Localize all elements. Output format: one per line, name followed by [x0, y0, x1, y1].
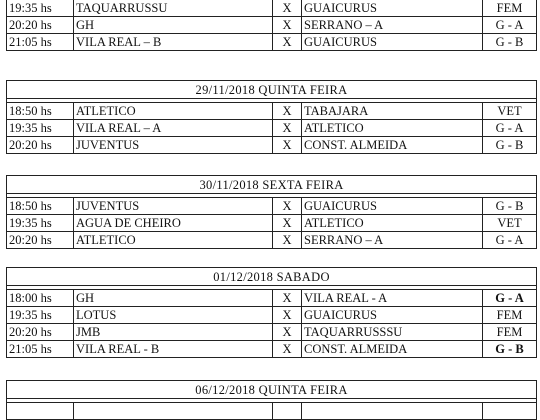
home-team: VILA REAL – B: [74, 34, 273, 51]
game-row: [7, 341, 537, 358]
game-row: [7, 0, 537, 17]
date-heading: 30/11/2018 SEXTA FEIRA: [7, 176, 537, 194]
home-team: GH: [74, 17, 273, 34]
away-team: GUAICURUS: [302, 0, 483, 17]
schedule-table-30-11: [6, 175, 537, 249]
versus-mark: X: [273, 137, 302, 154]
game-time: 19:35 hs: [7, 0, 74, 17]
versus-mark: X: [273, 34, 302, 51]
versus-mark: X: [273, 290, 302, 307]
game-row: [7, 137, 537, 154]
game-time: 21:05 hs: [7, 34, 74, 51]
home-team: VILA REAL - B: [74, 341, 273, 358]
schedule-table-29-11: [6, 80, 537, 154]
category: VET: [483, 103, 537, 120]
versus-mark: X: [273, 120, 302, 137]
home-team: ATLETICO: [74, 232, 273, 249]
away-team: VILA REAL - A: [302, 290, 483, 307]
versus-mark: X: [273, 198, 302, 215]
game-row: [7, 403, 537, 420]
category: G - B: [483, 34, 537, 51]
game-row: [7, 17, 537, 34]
game-row: [7, 103, 537, 120]
away-team: GUAICURUS: [302, 307, 483, 324]
away-team: TABAJARA: [302, 103, 483, 120]
category: G - A: [483, 290, 537, 307]
away-team: [302, 403, 483, 420]
game-row: [7, 290, 537, 307]
versus-mark: X: [273, 103, 302, 120]
home-team: JMB: [74, 324, 273, 341]
schedule-table-01-12: [6, 267, 537, 358]
away-team: GUAICURUS: [302, 198, 483, 215]
game-row: [7, 324, 537, 341]
date-heading: 29/11/2018 QUINTA FEIRA: [7, 81, 537, 99]
category: G - A: [483, 232, 537, 249]
game-time: 19:35 hs: [7, 307, 74, 324]
category: G - A: [483, 17, 537, 34]
game-time: 19:35 hs: [7, 215, 74, 232]
away-team: CONST. ALMEIDA: [302, 341, 483, 358]
category: G - B: [483, 137, 537, 154]
game-row: [7, 120, 537, 137]
game-time: 20:20 hs: [7, 324, 74, 341]
game-row: [7, 198, 537, 215]
game-row: [7, 215, 537, 232]
away-team: ATLETICO: [302, 120, 483, 137]
away-team: ATLETICO: [302, 215, 483, 232]
home-team: JUVENTUS: [74, 137, 273, 154]
away-team: CONST. ALMEIDA: [302, 137, 483, 154]
away-team: SERRANO – A: [302, 17, 483, 34]
category: VET: [483, 215, 537, 232]
versus-mark: X: [273, 341, 302, 358]
home-team: GH: [74, 290, 273, 307]
schedule-table-06-12: [6, 380, 537, 420]
game-time: 18:00 hs: [7, 290, 74, 307]
game-row: [7, 307, 537, 324]
date-heading: 06/12/2018 QUINTA FEIRA: [7, 381, 537, 399]
category: FEM: [483, 0, 537, 17]
category: FEM: [483, 324, 537, 341]
versus-mark: X: [273, 307, 302, 324]
versus-mark: X: [273, 0, 302, 17]
category: G - B: [483, 198, 537, 215]
home-team: LOTUS: [74, 307, 273, 324]
game-time: 20:20 hs: [7, 137, 74, 154]
home-team: JUVENTUS: [74, 198, 273, 215]
versus-mark: [273, 403, 302, 420]
away-team: SERRANO – A: [302, 232, 483, 249]
game-time: 21:05 hs: [7, 341, 74, 358]
game-time: 18:50 hs: [7, 198, 74, 215]
versus-mark: X: [273, 324, 302, 341]
game-time: 20:20 hs: [7, 232, 74, 249]
game-row: [7, 232, 537, 249]
schedule-table-partial-top: [6, 0, 537, 51]
versus-mark: X: [273, 17, 302, 34]
game-time: 18:50 hs: [7, 103, 74, 120]
category: [483, 403, 537, 420]
home-team: VILA REAL – A: [74, 120, 273, 137]
category: G - B: [483, 341, 537, 358]
home-team: [74, 403, 273, 420]
away-team: GUAICURUS: [302, 34, 483, 51]
date-heading: 01/12/2018 SABADO: [7, 268, 537, 286]
game-time: 19:35 hs: [7, 120, 74, 137]
versus-mark: X: [273, 215, 302, 232]
game-row: [7, 34, 537, 51]
home-team: TAQUARRUSSU: [74, 0, 273, 17]
away-team: TAQUARRUSSSU: [302, 324, 483, 341]
home-team: AGUA DE CHEIRO: [74, 215, 273, 232]
game-time: [7, 403, 74, 420]
category: FEM: [483, 307, 537, 324]
versus-mark: X: [273, 232, 302, 249]
home-team: ATLETICO: [74, 103, 273, 120]
game-time: 20:20 hs: [7, 17, 74, 34]
category: G - A: [483, 120, 537, 137]
